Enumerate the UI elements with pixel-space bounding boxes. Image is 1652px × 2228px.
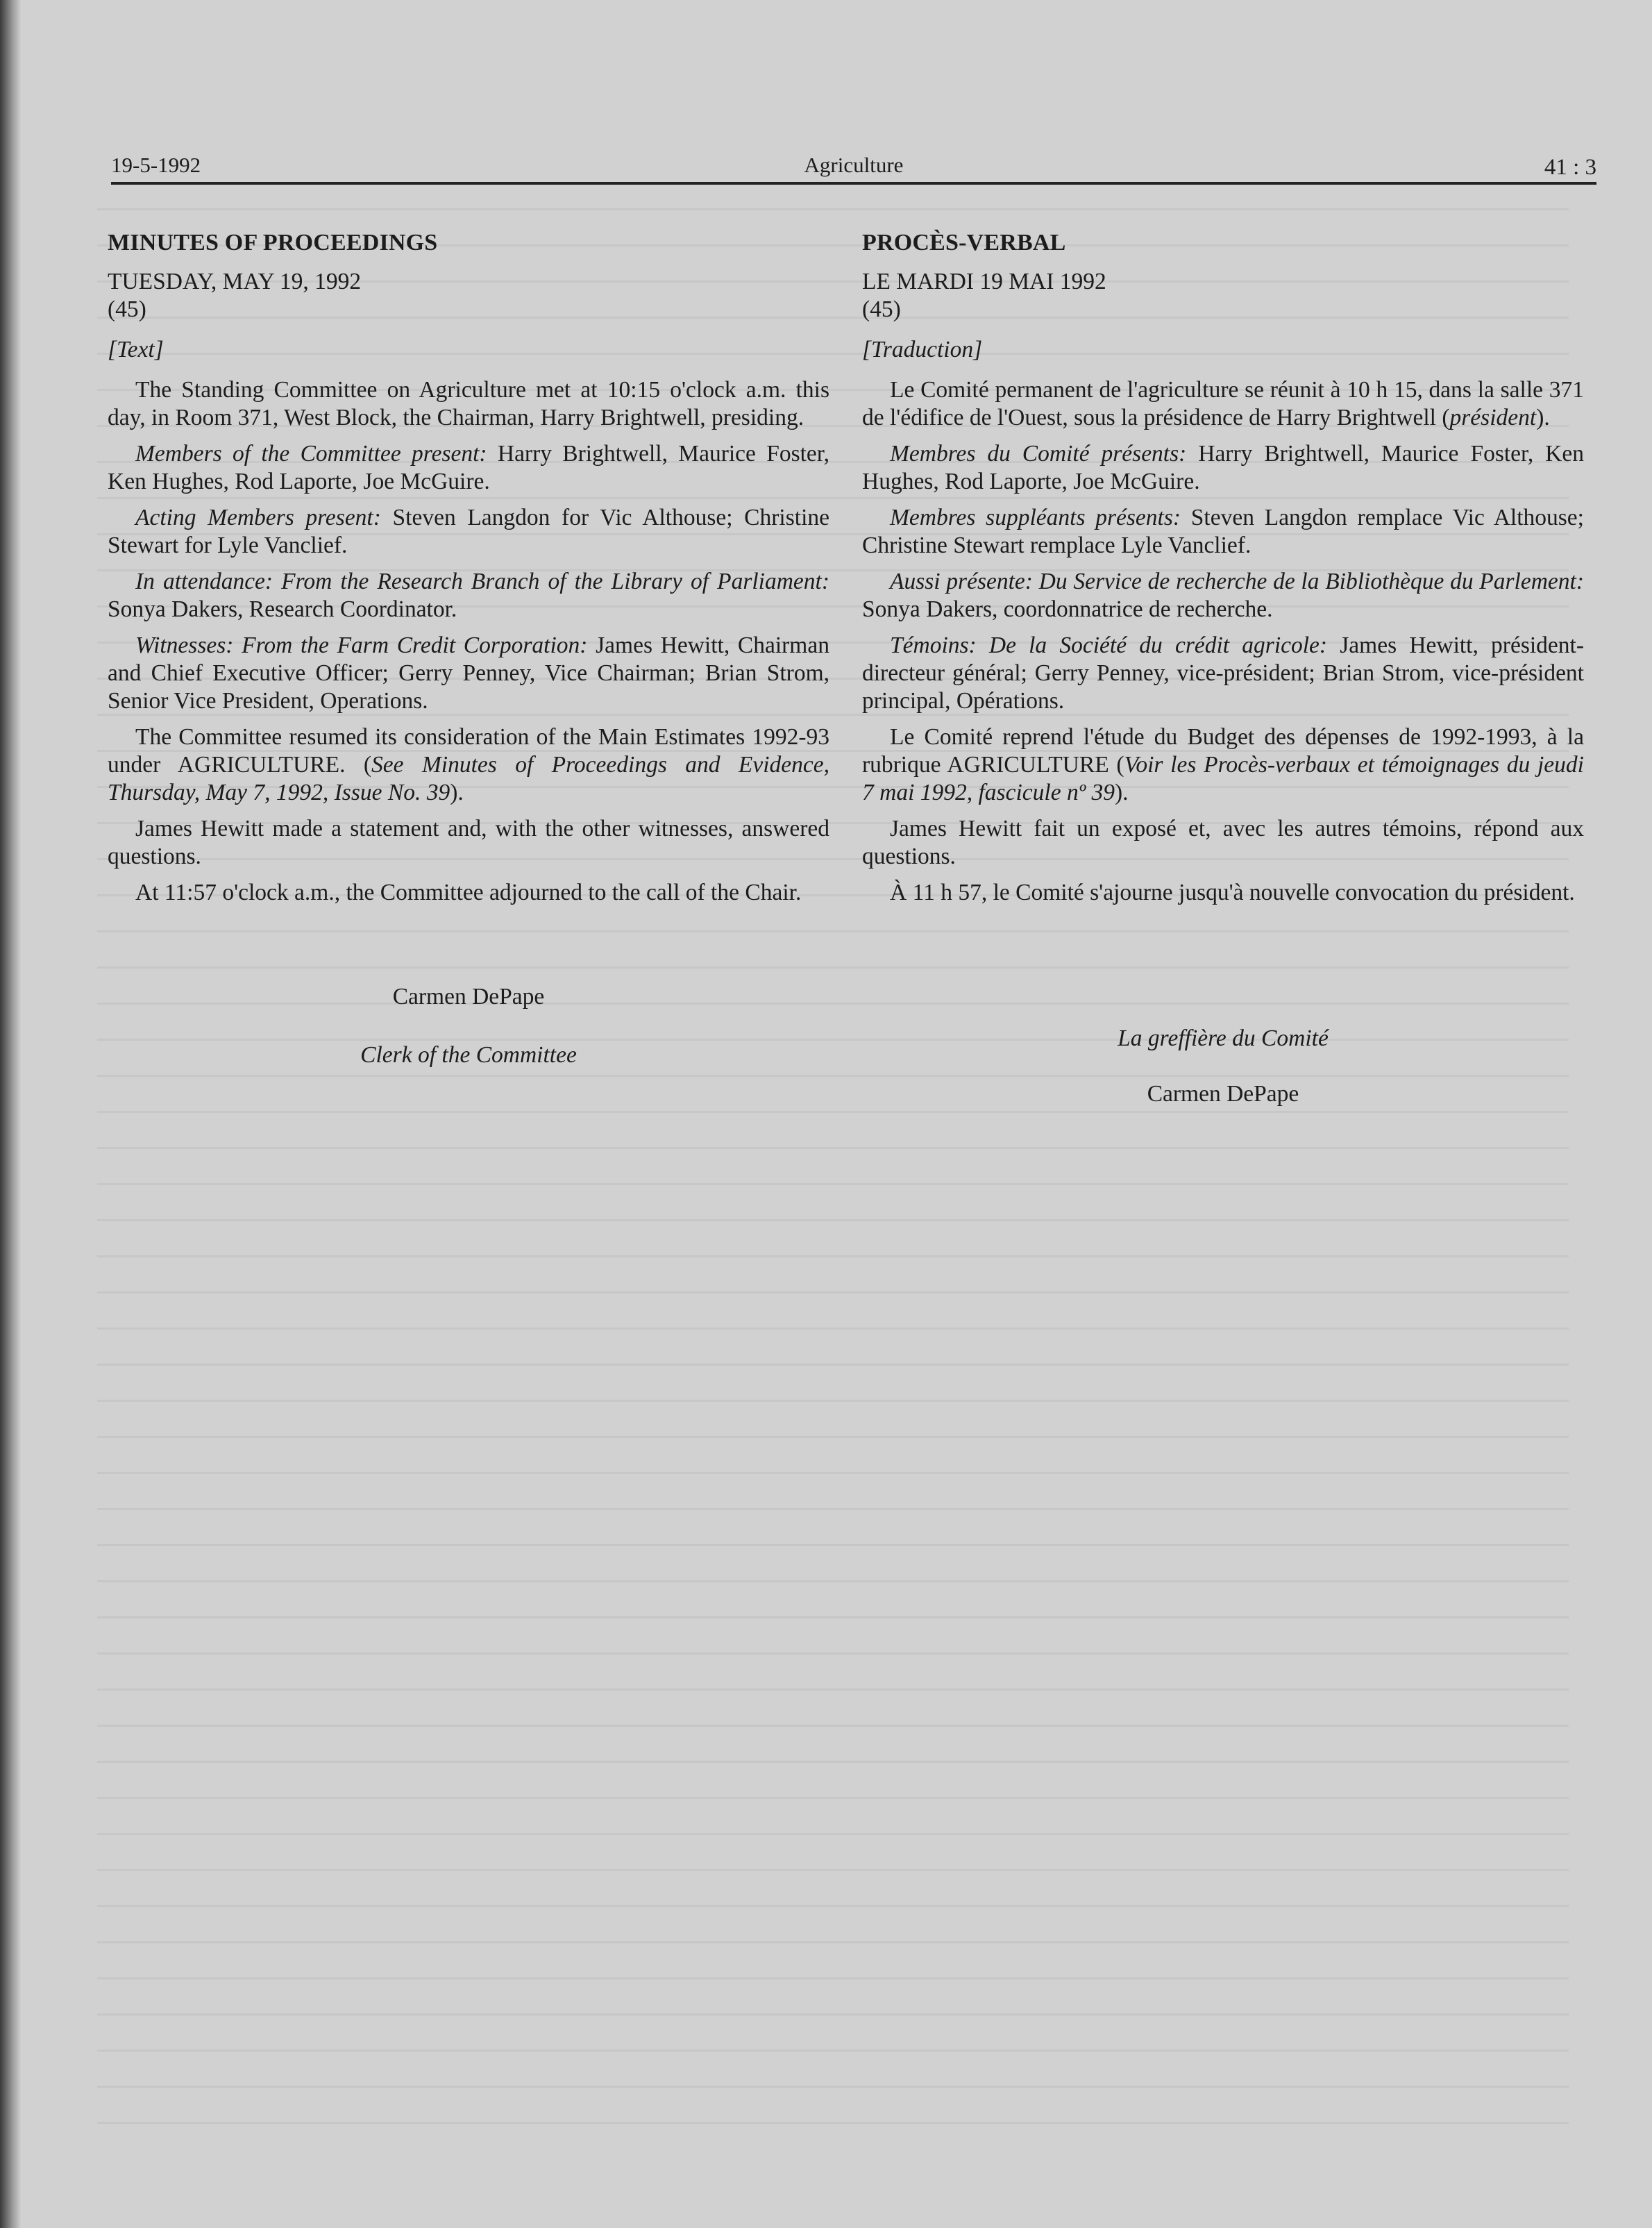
- header-subject: Agriculture: [804, 153, 904, 177]
- french-opening-text: Le Comité permanent de l'agriculture se réunit à 10 h 15, dans la salle 371 de l'édifice de l'Ouest, sous la présidence de Harry Brightwell (: [862, 377, 1584, 430]
- french-attendance-paragraph: [862, 568, 1584, 623]
- english-signature-title: Clerk of the Committee: [360, 1042, 577, 1068]
- french-acting-members-label: Membres suppléants présents:: [890, 505, 1181, 530]
- english-meeting-number: (45): [108, 296, 146, 322]
- english-members-text: Harry Brightwell, Maurice Foster, Ken Hughes, Rod Laporte, Joe McGuire.: [108, 441, 829, 494]
- english-witnesses-text: James Hewitt, Chairman and Chief Executive Officer; Gerry Penney, Vice Chairman; Brian Strom, Senior Vice President, Operations.: [108, 633, 829, 714]
- english-column: [108, 229, 829, 1069]
- english-estimates-end: ).: [450, 780, 464, 805]
- english-acting-members-paragraph: [108, 504, 829, 560]
- french-witnesses-paragraph: [862, 632, 1584, 715]
- english-text-tag: [Text]: [108, 337, 164, 362]
- french-meeting-date: LE MARDI 19 MAI 1992: [862, 269, 1106, 294]
- english-attendance-text: Sonya Dakers, Research Coordinator.: [108, 596, 457, 622]
- french-attendance-text: Sonya Dakers, coordonnatrice de recherche.: [862, 596, 1273, 622]
- english-statement-paragraph: James Hewitt made a statement and, with the other witnesses, answered questions.: [108, 816, 829, 869]
- english-attendance-paragraph: [108, 568, 829, 623]
- english-heading: MINUTES OF PROCEEDINGS: [108, 230, 438, 256]
- english-adjourn-paragraph: At 11:57 o'clock a.m., the Committee adjourned to the call of the Chair.: [135, 880, 802, 905]
- english-estimates-paragraph: [108, 723, 829, 807]
- english-members-label: Members of the Committee present:: [135, 441, 487, 467]
- french-acting-members-paragraph: [862, 504, 1584, 560]
- french-estimates-reference: Voir les Procès-verbaux et témoignages du jeudi 7 mai 1992, fascicule nº 39: [862, 752, 1584, 805]
- french-members-paragraph: [862, 440, 1584, 496]
- french-adjourn-paragraph: À 11 h 57, le Comité s'ajourne jusqu'à nouvelle convocation du président.: [890, 880, 1575, 905]
- english-estimates-reference: See Minutes of Proceedings and Evidence, Thursday, May 7, 1992, Issue No. 39: [108, 752, 829, 805]
- french-opening-end: ).: [1536, 405, 1550, 430]
- french-estimates-end: ).: [1114, 780, 1129, 805]
- english-meeting-date: TUESDAY, MAY 19, 1992: [108, 269, 362, 294]
- french-statement-paragraph: James Hewitt fait un exposé et, avec les autres témoins, répond aux questions.: [862, 816, 1584, 869]
- french-acting-members-text: Steven Langdon remplace Vic Althouse; Christine Stewart remplace Lyle Vanclief.: [862, 505, 1584, 558]
- page-binding-edge: [0, 0, 21, 2228]
- french-members-text: Harry Brightwell, Maurice Foster, Ken Hughes, Rod Laporte, Joe McGuire.: [862, 441, 1584, 494]
- english-opening-paragraph: The Standing Committee on Agriculture met at 10:15 o'clock a.m. this day, in Room 371, West Block, the Chairman, Harry Brightwell, presiding.: [108, 377, 829, 430]
- english-acting-members-label: Acting Members present:: [135, 505, 381, 530]
- french-opening-italic: président: [1449, 405, 1537, 430]
- french-heading: PROCÈS-VERBAL: [862, 230, 1066, 256]
- english-acting-members-text: Steven Langdon for Vic Althouse; Christine Stewart for Lyle Vanclief.: [108, 505, 830, 558]
- french-translation-tag: [Traduction]: [862, 337, 983, 362]
- french-opening-paragraph: [862, 376, 1584, 432]
- french-witnesses-label: Témoins: De la Société du crédit agricole:: [890, 633, 1328, 658]
- english-witnesses-paragraph: [108, 632, 829, 715]
- french-members-label: Membres du Comité présents:: [890, 441, 1187, 467]
- running-header: [111, 146, 1596, 185]
- header-page-number: 41 : 3: [1544, 155, 1596, 180]
- french-signature-name: Carmen DePape: [1147, 1081, 1299, 1107]
- french-meeting-number: (45): [862, 296, 901, 322]
- french-signature-title: La greffière du Comité: [1118, 1025, 1329, 1051]
- english-witnesses-label: Witnesses: From the Farm Credit Corporation:: [135, 633, 588, 658]
- french-estimates-paragraph: [862, 723, 1584, 807]
- french-witnesses-text: James Hewitt, président-directeur général; Gerry Penney, vice-président; Brian Strom, vice-président principal, Opérations.: [862, 633, 1585, 714]
- french-column: [862, 229, 1584, 1108]
- french-attendance-label: Aussi présente: Du Service de recherche de la Bibliothèque du Parlement:: [890, 569, 1584, 594]
- french-estimates-text: Le Comité reprend l'étude du Budget des dépenses de 1992-1993, à la rubrique AGRICULTURE (: [862, 724, 1584, 778]
- english-signature-name: Carmen DePape: [392, 984, 545, 1010]
- english-estimates-text: The Committee resumed its consideration of the Main Estimates 1992-93 under AGRICULTURE. (: [108, 724, 829, 778]
- english-attendance-label: In attendance: From the Research Branch of the Library of Parliament:: [135, 569, 829, 594]
- english-members-paragraph: [108, 440, 829, 496]
- header-date: 19-5-1992: [111, 153, 201, 177]
